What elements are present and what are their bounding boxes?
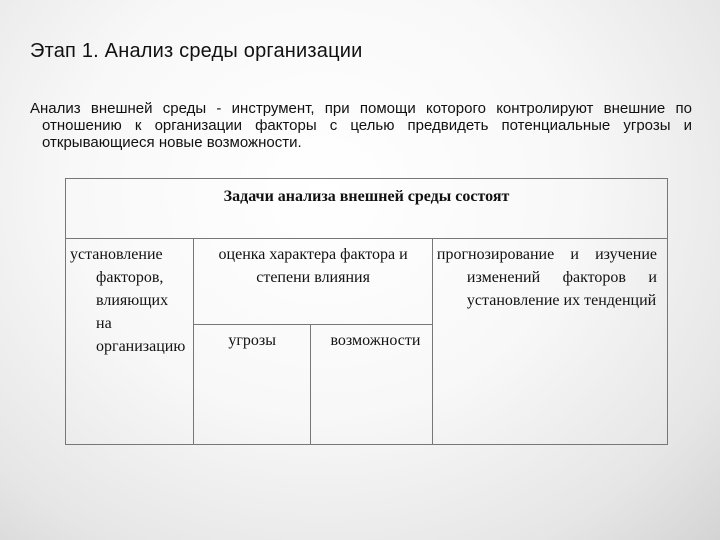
task-text-assessment: оценка характера фактора и степени влияния	[218, 246, 408, 286]
subcell-opportunities-text: возможности	[330, 331, 421, 349]
tasks-table	[65, 178, 668, 445]
table-header-cell: Задачи анализа внешней среды состоят	[66, 179, 668, 239]
subcell-threats	[194, 324, 311, 444]
subcell-opportunities	[311, 324, 433, 444]
subcell-threats-text: угрозы	[228, 331, 276, 349]
task-cell-forecast	[432, 239, 667, 445]
task-text-forecast: прогнозирование и изучение изменений факторов и установление их тенденций	[436, 246, 657, 309]
table-header-row	[66, 179, 668, 239]
task-text-factors: установление факторов, влияющих на организацию	[70, 246, 186, 355]
intro-paragraph: Анализ внешней среды - инструмент, при помощи которого контролируют внешние по отношению к организации факторы с целью предвидеть потенциальные угрозы и открывающиеся новые возможности.	[30, 100, 692, 151]
table-row	[66, 239, 668, 325]
slide-title: Этап 1. Анализ среды организации	[30, 40, 363, 62]
task-cell-factors	[66, 239, 194, 445]
task-cell-assessment	[194, 239, 433, 325]
